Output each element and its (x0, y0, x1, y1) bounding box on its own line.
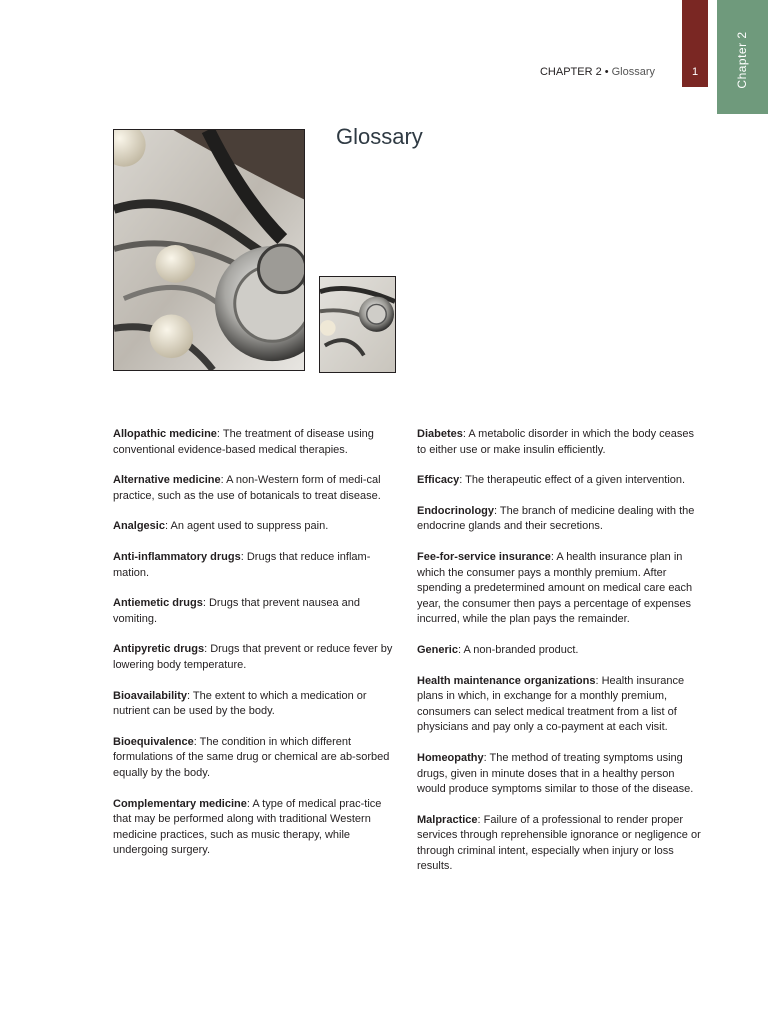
glossary-entry (417, 504, 701, 535)
glossary-term: Anti-inflammatory drugs (113, 550, 241, 563)
page-title: Glossary (336, 124, 423, 149)
glossary-term: Complementary medicine (113, 797, 247, 810)
glossary-entry (113, 642, 395, 673)
glossary-definition: The treatment of disease using conventional evidence-based medical therapies. (113, 428, 374, 456)
glossary-entry (113, 797, 395, 859)
glossary-definition: An agent used to suppress pain. (170, 520, 329, 533)
glossary-entry (113, 519, 395, 535)
glossary-entry (113, 735, 395, 782)
running-head-separator: • (604, 66, 609, 78)
running-head (540, 66, 655, 78)
glossary-definition: Drugs that reduce inflam-mation. (113, 550, 371, 579)
glossary-entry (417, 674, 701, 736)
glossary-definition: A metabolic disorder in which the body ceases to either use or make insulin efficiently. (417, 428, 694, 456)
side-tab-label: Chapter 2 (735, 31, 749, 89)
glossary-entry (417, 751, 701, 798)
glossary-definition: A non-Western form of medi-cal practice, such as the use of botanicals to treat disease. (113, 474, 381, 502)
glossary-term-colon: : (595, 674, 602, 687)
glossary-term: Alternative medicine (113, 474, 221, 487)
glossary-entry (417, 643, 701, 659)
glossary-term-colon: : (202, 597, 209, 610)
glossary-term-colon: : (494, 504, 500, 517)
glossary-term: Bioequivalence (113, 735, 194, 748)
glossary-term: Analgesic (113, 520, 165, 533)
glossary-term-colon: : (193, 735, 200, 748)
glossary-term: Diabetes (417, 428, 463, 440)
glossary-term-colon: : (459, 474, 466, 487)
glossary-definition: A type of medical prac-tice that may be performed along with traditional Western medicine practices, such as music therapy, while undergoing surgery. (113, 797, 382, 857)
glossary-term: Fee-for-service insurance (417, 550, 551, 563)
glossary-definition: Drugs that prevent or reduce fever by lowering body temperature. (113, 643, 393, 671)
stethoscope-photo-large (113, 129, 305, 371)
glossary-term-colon: : (220, 474, 227, 487)
glossary-term-colon: : (477, 813, 484, 826)
glossary-term: Allopathic medicine (113, 428, 217, 440)
glossary-term-colon: : (550, 550, 557, 563)
glossary-term: Health maintenance organizations (417, 674, 596, 687)
glossary-left-column (113, 427, 395, 874)
stethoscope-photo-small (319, 276, 396, 373)
glossary-definition: The method of treating symptoms using drugs, given in minute doses that in a healthy person would produce symptoms similar to those of the disease. (417, 751, 694, 796)
glossary-term: Endocrinology (417, 504, 494, 517)
glossary-term: Bioavailability (113, 689, 187, 702)
running-head-chapter: CHAPTER 2 (539, 66, 602, 78)
glossary-entry (113, 473, 395, 504)
glossary-definition: The condition in which different formulations of the same drug or chemical are ab-sorbed equally by the body. (113, 735, 390, 779)
glossary-entry (417, 427, 701, 458)
glossary-term-colon: : (204, 643, 211, 656)
glossary-term: Antipyretic drugs (113, 643, 205, 656)
glossary-term-colon: : (240, 550, 247, 563)
glossary-term-colon: : (457, 643, 464, 656)
glossary-term-colon: : (483, 751, 490, 764)
glossary-definition: A non-branded product. (463, 643, 579, 656)
glossary-term: Homeopathy (417, 751, 484, 764)
glossary-entry (417, 550, 701, 628)
glossary-term: Antiemetic drugs (113, 597, 203, 610)
glossary-definition: Failure of a professional to render proper services through reprehensible ignorance or negligence or through criminal intent, especially when injury or loss results. (417, 813, 701, 873)
glossary-term-colon: : (164, 520, 171, 533)
glossary-term-colon: : (216, 428, 223, 440)
glossary-term-colon: : (246, 797, 253, 810)
page-number: 1 (691, 66, 699, 78)
glossary-right-column (417, 427, 701, 890)
running-head-section: Glossary (611, 66, 655, 78)
glossary-definition: Health insurance plans in which, in exchange for a monthly premium, consumers can select medical treatment from a list of physicians and pay only a co-payment at each visit. (417, 674, 685, 734)
glossary-definition: Drugs that prevent nausea and vomiting. (113, 597, 361, 625)
glossary-term: Generic (417, 643, 458, 656)
glossary-definition: A health insurance plan in which the consumer pays a monthly premium. After spending a predetermined amount on medical care each year, the consumer then pays a percentage of expenses incurred, while the plan pays the remainder. (417, 550, 693, 626)
glossary-term: Malpractice (417, 813, 478, 826)
glossary-entry (417, 473, 701, 489)
glossary-definition: The branch of medicine dealing with the endocrine glands and their secretions. (417, 504, 695, 533)
glossary-term-colon: : (462, 428, 469, 440)
glossary-term-colon: : (186, 689, 193, 702)
glossary-entry (113, 550, 395, 581)
glossary-term: Efficacy (417, 474, 460, 487)
glossary-definition: The extent to which a medication or nutrient can be used by the body. (113, 689, 367, 718)
glossary-definition: The therapeutic effect of a given intervention. (465, 474, 686, 487)
glossary-entry (417, 813, 701, 875)
glossary-entry (113, 427, 395, 458)
glossary-entry (113, 596, 395, 627)
glossary-entry (113, 689, 395, 720)
